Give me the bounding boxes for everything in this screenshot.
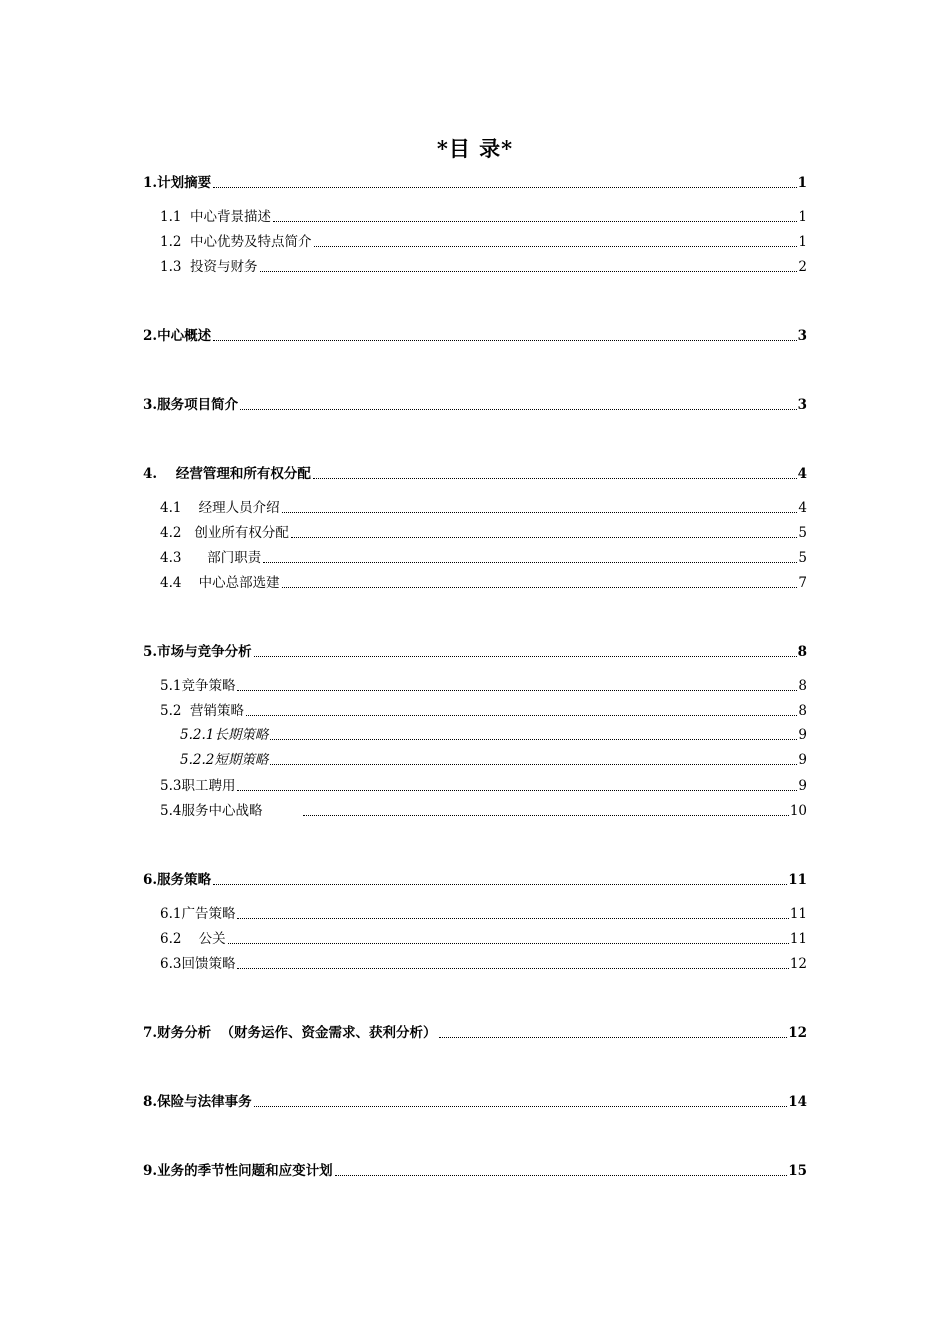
toc-entry-6-2[interactable] [160, 926, 807, 948]
toc-entry-6-3[interactable] [160, 951, 807, 973]
toc-entry-label: 6.1广告策略 [160, 906, 236, 922]
dot-leader [263, 562, 797, 563]
toc-entry-4-3[interactable] [160, 545, 807, 567]
dot-leader [260, 271, 798, 272]
toc-entry-9[interactable] [143, 1158, 807, 1180]
toc-entry-5-2[interactable] [160, 698, 807, 720]
toc-page-number: 15 [788, 1163, 807, 1179]
toc-page-number: 9 [798, 727, 807, 743]
toc-entry-label: 8.保险与法律事务 [143, 1094, 252, 1110]
toc-entry-4-1[interactable] [160, 495, 807, 517]
toc-page-number: 8 [798, 703, 807, 719]
toc-page-number: 4 [797, 466, 807, 482]
dot-leader [237, 690, 797, 691]
toc-entry-label: 5.3职工聘用 [160, 778, 236, 794]
toc-page-number: 12 [788, 1025, 807, 1041]
toc-entry-5-2-2[interactable] [180, 747, 807, 769]
toc-page-number: 8 [798, 678, 807, 694]
toc-entry-label: 6.服务策略 [143, 872, 212, 888]
toc-title: *目 录* [436, 136, 514, 161]
dot-leader [303, 815, 788, 816]
dot-leader [314, 246, 798, 247]
toc-page-number: 8 [797, 644, 807, 660]
toc-page-number: 11 [789, 906, 807, 922]
toc-entry-label: 4. 经营管理和所有权分配 [143, 466, 311, 482]
toc-entry-label: 5.2.1长期策略 [180, 727, 269, 743]
toc-entry-5-2-1[interactable] [180, 722, 807, 744]
toc-entry-5-3[interactable] [160, 773, 807, 795]
toc-entry-4[interactable] [143, 461, 807, 483]
dot-leader [254, 1106, 788, 1107]
toc-page-number: 9 [798, 778, 807, 794]
toc-entry-label: 7.财务分析 （财务运作、资金需求、获利分析） [143, 1025, 437, 1041]
dot-leader [335, 1175, 788, 1176]
dot-leader [439, 1037, 788, 1038]
toc-page-number: 1 [797, 175, 807, 191]
toc-entry-7[interactable] [143, 1020, 807, 1042]
toc-entry-label: 5.市场与竞争分析 [143, 644, 252, 660]
dot-leader [270, 739, 797, 740]
dot-leader [246, 715, 797, 716]
toc-entry-label: 9.业务的季节性问题和应变计划 [143, 1163, 333, 1179]
dot-leader [254, 656, 797, 657]
toc-page-number: 7 [798, 575, 807, 591]
toc-entry-label: 4.4 中心总部选建 [160, 575, 280, 591]
toc-page-number: 2 [798, 259, 807, 275]
toc-entry-label: 1.3 投资与财务 [160, 259, 258, 275]
toc-page-number: 5 [798, 550, 807, 566]
toc-page-number: 4 [798, 500, 807, 516]
toc-entry-8[interactable] [143, 1089, 807, 1111]
toc-entry-label: 3.服务项目简介 [143, 397, 239, 413]
dot-leader [313, 478, 797, 479]
toc-entry-label: 4.2 创业所有权分配 [160, 525, 289, 541]
toc-entry-label: 4.3 部门职责 [160, 550, 262, 566]
toc-entry-label: 2.中心概述 [143, 328, 212, 344]
toc-page-number: 14 [788, 1094, 807, 1110]
toc-entry-label: 6.3回馈策略 [160, 956, 236, 972]
toc-entry-label: 5.1竞争策略 [160, 678, 236, 694]
dot-leader [237, 918, 788, 919]
toc-page-number: 3 [797, 328, 807, 344]
toc-entry-label: 1.2 中心优势及特点简介 [160, 234, 312, 250]
toc-entry-4-2[interactable] [160, 520, 807, 542]
toc-entry-label: 1.计划摘要 [143, 175, 212, 191]
toc-page-number: 3 [797, 397, 807, 413]
dot-leader [273, 221, 797, 222]
toc-entry-1-3[interactable] [160, 254, 807, 276]
toc-entry-label: 6.2 公关 [160, 931, 226, 947]
toc-page-number: 1 [798, 209, 807, 225]
toc-entry-label: 5.2.2短期策略 [180, 752, 269, 768]
dot-leader [237, 790, 797, 791]
toc-entry-4-4[interactable] [160, 570, 807, 592]
toc-entry-5[interactable] [143, 639, 807, 661]
dot-leader [213, 340, 797, 341]
toc-page-number: 11 [788, 872, 807, 888]
toc-entry-6[interactable] [143, 867, 807, 889]
dot-leader [237, 968, 788, 969]
dot-leader [213, 884, 787, 885]
dot-leader [291, 537, 798, 538]
toc-page-number: 1 [798, 234, 807, 250]
toc-entry-3[interactable] [143, 392, 807, 414]
toc-page-number: 10 [789, 803, 807, 819]
toc-page-number: 11 [789, 931, 807, 947]
dot-leader [282, 512, 798, 513]
dot-leader [213, 187, 797, 188]
toc-entry-1[interactable] [143, 170, 807, 192]
toc-entry-5-1[interactable] [160, 673, 807, 695]
dot-leader [228, 943, 789, 944]
dot-leader [282, 587, 798, 588]
toc-page-number: 9 [798, 752, 807, 768]
dot-leader [240, 409, 797, 410]
toc-entry-label: 5.4服务中心战略 [160, 803, 263, 819]
toc-entry-1-1[interactable] [160, 204, 807, 226]
toc-entry-label: 1.1 中心背景描述 [160, 209, 272, 225]
dot-leader [270, 764, 797, 765]
toc-entry-5-4[interactable] [160, 798, 807, 820]
toc-entry-label: 4.1 经理人员介绍 [160, 500, 280, 516]
toc-entry-2[interactable] [143, 323, 807, 345]
toc-entry-6-1[interactable] [160, 901, 807, 923]
toc-entry-label: 5.2 营销策略 [160, 703, 245, 719]
toc-page-number: 5 [798, 525, 807, 541]
toc-page-number: 12 [789, 956, 807, 972]
toc-entry-1-2[interactable] [160, 229, 807, 251]
